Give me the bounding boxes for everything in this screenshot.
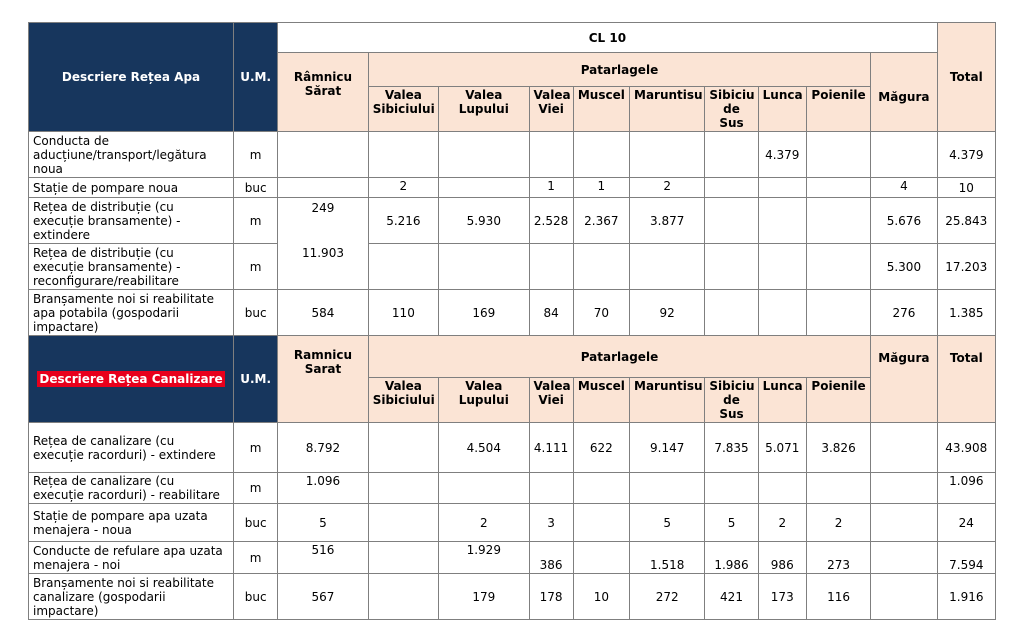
value-cell: 5.216 xyxy=(368,198,438,244)
value-cell xyxy=(871,574,937,620)
value-cell xyxy=(278,178,368,198)
village-header: Valea Sibiciului xyxy=(368,378,438,423)
row-description: Stație de pompare apa uzata menajera - noua xyxy=(29,504,234,542)
value-cell: 5.676 xyxy=(871,198,937,244)
value-cell xyxy=(871,504,937,542)
value-ramnicu-extindere: 249 xyxy=(311,201,335,215)
value-cell xyxy=(705,178,758,198)
value-cell: 9.147 xyxy=(630,423,705,473)
table-row xyxy=(29,542,996,574)
village-header: Muscel xyxy=(573,87,629,132)
value-cell xyxy=(758,178,806,198)
value-cell xyxy=(368,132,438,178)
village-header: Lunca xyxy=(758,378,806,423)
sewer-total-header: Total xyxy=(937,336,995,423)
row-description: Rețea de distribuție (cu execuție bransamente) - reconfigurare/reabilitare xyxy=(29,244,234,290)
value-cell: 7.835 xyxy=(705,423,758,473)
value-cell: 2 xyxy=(758,504,806,542)
row-description: Rețea de canalizare (cu execuție racorduri) - extindere xyxy=(29,423,234,473)
unit-cell: m xyxy=(234,473,278,504)
value-cell xyxy=(278,198,368,290)
total-cell: 17.203 xyxy=(937,244,995,290)
unit-cell: m xyxy=(234,198,278,244)
value-cell: 5 xyxy=(630,504,705,542)
total-cell: 43.908 xyxy=(937,423,995,473)
value-cell: 3.877 xyxy=(630,198,705,244)
value-cell xyxy=(871,132,937,178)
value-cell xyxy=(278,132,368,178)
water-desc-header: Descriere Rețea Apa xyxy=(29,23,234,132)
table-row xyxy=(29,132,996,178)
value-cell xyxy=(705,198,758,244)
value-cell xyxy=(573,473,629,504)
table-row xyxy=(29,504,996,542)
value-cell: 8.792 xyxy=(278,423,368,473)
village-header: Poienile xyxy=(806,378,870,423)
value-cell: 1.096 xyxy=(278,473,368,504)
value-cell: 2 xyxy=(368,178,438,198)
unit-cell: m xyxy=(234,244,278,290)
total-cell: 24 xyxy=(937,504,995,542)
value-cell: 1.986 xyxy=(705,542,758,574)
sewer-ramnicu-header: Ramnicu Sarat xyxy=(278,336,368,423)
value-cell: 3.826 xyxy=(806,423,870,473)
value-cell: 169 xyxy=(439,290,529,336)
row-description: Rețea de canalizare (cu execuție racorduri) - reabilitare xyxy=(29,473,234,504)
sewer-patarlagele-header: Patarlagele xyxy=(368,336,870,378)
row-description: Conducte de refulare apa uzata menajera - noi xyxy=(29,542,234,574)
value-cell: 4.111 xyxy=(529,423,573,473)
value-cell xyxy=(806,290,870,336)
value-cell: 516 xyxy=(278,542,368,574)
value-cell: 1 xyxy=(529,178,573,198)
value-cell xyxy=(758,290,806,336)
value-cell xyxy=(871,473,937,504)
total-cell: 10 xyxy=(937,178,995,198)
village-header: Sibiciu de Sus xyxy=(705,378,758,423)
value-cell: 110 xyxy=(368,290,438,336)
row-description: Conducta de aducțiune/transport/legătura noua xyxy=(29,132,234,178)
village-header: Valea Viei xyxy=(529,87,573,132)
value-cell xyxy=(529,244,573,290)
value-cell: 92 xyxy=(630,290,705,336)
value-cell xyxy=(573,504,629,542)
value-cell xyxy=(439,178,529,198)
value-cell: 2 xyxy=(630,178,705,198)
village-header: Lunca xyxy=(758,87,806,132)
sewer-um-header: U.M. xyxy=(234,336,278,423)
total-cell: 1.916 xyxy=(937,574,995,620)
value-cell xyxy=(705,290,758,336)
water-magura-header: Măgura xyxy=(871,53,937,132)
value-cell xyxy=(529,132,573,178)
unit-cell: m xyxy=(234,542,278,574)
value-cell xyxy=(368,504,438,542)
value-cell xyxy=(630,244,705,290)
value-cell: 1.518 xyxy=(630,542,705,574)
value-cell: 276 xyxy=(871,290,937,336)
total-cell: 4.379 xyxy=(937,132,995,178)
unit-cell: buc xyxy=(234,574,278,620)
row-description: Branșamente noi si reabilitate apa potabila (gospodarii impactare) xyxy=(29,290,234,336)
value-cell xyxy=(758,473,806,504)
sewer-desc-header xyxy=(29,336,234,423)
value-cell xyxy=(806,244,870,290)
value-cell xyxy=(806,132,870,178)
table-row xyxy=(29,244,996,290)
value-cell: 421 xyxy=(705,574,758,620)
value-cell: 173 xyxy=(758,574,806,620)
value-cell: 5.071 xyxy=(758,423,806,473)
village-header: Muscel xyxy=(573,378,629,423)
unit-cell: m xyxy=(234,132,278,178)
value-cell: 1 xyxy=(573,178,629,198)
value-cell: 2.528 xyxy=(529,198,573,244)
table-row xyxy=(29,198,996,244)
value-cell: 2 xyxy=(439,504,529,542)
value-cell xyxy=(439,473,529,504)
value-ramnicu-reconfigurare: 11.903 xyxy=(301,246,344,260)
value-cell xyxy=(705,244,758,290)
infrastructure-table xyxy=(28,22,996,620)
value-cell: 2 xyxy=(806,504,870,542)
value-cell xyxy=(806,198,870,244)
water-total-header: Total xyxy=(937,23,995,132)
value-cell: 3 xyxy=(529,504,573,542)
value-cell: 4.504 xyxy=(439,423,529,473)
value-cell: 116 xyxy=(806,574,870,620)
value-cell: 179 xyxy=(439,574,529,620)
row-description: Stație de pompare noua xyxy=(29,178,234,198)
cl10-header: CL 10 xyxy=(278,23,937,53)
value-cell: 2.367 xyxy=(573,198,629,244)
unit-cell: buc xyxy=(234,290,278,336)
total-cell: 1.096 xyxy=(937,473,995,504)
value-cell: 273 xyxy=(806,542,870,574)
value-cell: 5 xyxy=(705,504,758,542)
value-cell: 178 xyxy=(529,574,573,620)
value-cell xyxy=(573,542,629,574)
value-cell: 4 xyxy=(871,178,937,198)
unit-cell: buc xyxy=(234,504,278,542)
value-cell: 70 xyxy=(573,290,629,336)
village-header: Valea Lupului xyxy=(439,87,529,132)
value-cell xyxy=(573,244,629,290)
value-cell: 1.929 xyxy=(439,542,529,574)
village-header: Valea Sibiciului xyxy=(368,87,438,132)
sewer-magura-header: Măgura xyxy=(871,336,937,423)
village-header: Poienile xyxy=(806,87,870,132)
village-header: Sibiciu de Sus xyxy=(705,87,758,132)
value-cell xyxy=(368,244,438,290)
value-cell xyxy=(439,132,529,178)
value-cell: 4.379 xyxy=(758,132,806,178)
value-cell: 5.300 xyxy=(871,244,937,290)
value-cell xyxy=(368,574,438,620)
table-row xyxy=(29,178,996,198)
value-cell: 5 xyxy=(278,504,368,542)
table-row xyxy=(29,423,996,473)
value-cell xyxy=(368,473,438,504)
unit-cell: m xyxy=(234,423,278,473)
row-description: Branșamente noi si reabilitate canalizare (gospodarii impactare) xyxy=(29,574,234,620)
value-cell xyxy=(630,132,705,178)
value-cell: 272 xyxy=(630,574,705,620)
village-header: Maruntisu xyxy=(630,378,705,423)
value-cell: 567 xyxy=(278,574,368,620)
value-cell xyxy=(368,542,438,574)
value-cell xyxy=(705,132,758,178)
total-cell: 7.594 xyxy=(937,542,995,574)
value-cell: 10 xyxy=(573,574,629,620)
value-cell: 84 xyxy=(529,290,573,336)
value-cell xyxy=(573,132,629,178)
village-header: Maruntisu xyxy=(630,87,705,132)
value-cell: 386 xyxy=(529,542,573,574)
water-ramnicu-header: Râmnicu Sărat xyxy=(278,53,368,132)
sewer-desc-label: Descriere Rețea Canalizare xyxy=(39,372,223,386)
row-description: Rețea de distribuție (cu execuție bransamente) - extindere xyxy=(29,198,234,244)
value-cell: 622 xyxy=(573,423,629,473)
value-cell: 584 xyxy=(278,290,368,336)
value-cell xyxy=(806,178,870,198)
value-cell: 5.930 xyxy=(439,198,529,244)
total-cell: 1.385 xyxy=(937,290,995,336)
village-header: Valea Viei xyxy=(529,378,573,423)
water-patarlagele-header: Patarlagele xyxy=(368,53,870,87)
value-cell xyxy=(806,473,870,504)
value-cell xyxy=(630,473,705,504)
unit-cell: buc xyxy=(234,178,278,198)
table-row xyxy=(29,290,996,336)
value-cell xyxy=(758,198,806,244)
value-cell xyxy=(439,244,529,290)
value-cell xyxy=(758,244,806,290)
value-cell xyxy=(871,542,937,574)
value-cell xyxy=(368,423,438,473)
value-cell: 986 xyxy=(758,542,806,574)
village-header: Valea Lupului xyxy=(439,378,529,423)
value-cell xyxy=(871,423,937,473)
table-row xyxy=(29,473,996,504)
table-row xyxy=(29,574,996,620)
value-cell xyxy=(529,473,573,504)
total-cell: 25.843 xyxy=(937,198,995,244)
water-um-header: U.M. xyxy=(234,23,278,132)
value-cell xyxy=(705,473,758,504)
